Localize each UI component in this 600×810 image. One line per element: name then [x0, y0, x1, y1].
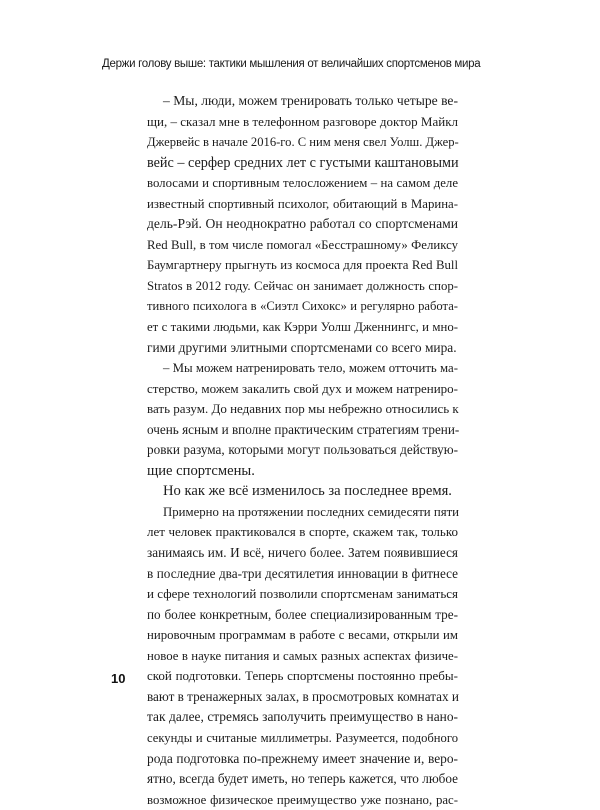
- text-line: Red Bull, в том числе помогал «Бесстрашному» Феликсу: [147, 237, 458, 252]
- text-line: – Мы можем натренировать тело, можем отточить ма-: [163, 361, 458, 376]
- text-line: известный спортивный психолог, обитающий в Марина-: [147, 196, 458, 211]
- text-line: так далее, стремясь заполучить преимущество в нано-: [147, 709, 458, 725]
- running-head: Держи голову выше: тактики мышления от величайших спортсменов мира: [102, 58, 481, 70]
- text-line: вейс – серфер средних лет с густыми каштановыми: [147, 154, 459, 171]
- text-line: новое в науке питания и самых разных аспектах физиче-: [147, 648, 458, 663]
- text-line: Stratos в 2012 году. Сейчас он занимает должность спор-: [147, 278, 458, 293]
- text-line: гими другими элитными спортсменами со всего мира.: [147, 339, 457, 355]
- body-text: [147, 91, 458, 810]
- text-line: – Мы, люди, можем тренировать только четыре ве-: [163, 93, 458, 108]
- text-line: рода подготовка по-прежнему имеет значение и, веро-: [147, 750, 458, 766]
- text-line: вать разум. До недавних пор мы небрежно относились к: [147, 401, 459, 417]
- text-line: ятно, всегда будет иметь, но теперь кажется, что любое: [147, 771, 458, 787]
- text-line: лет человек практиковался в спорте, скажем так, только: [147, 524, 458, 540]
- text-line: дель-Рэй. Он неоднократно работал со спортсменами: [147, 216, 458, 232]
- text-line: и сфере технологий позволили спортсменам заниматься: [147, 586, 458, 602]
- text-line: щие спортсмены.: [147, 462, 255, 479]
- text-line: очень ясным и вполне практическим стратегиям трени-: [147, 421, 460, 437]
- text-line: Примерно на протяжении последних семидесяти пяти: [163, 504, 460, 519]
- text-line: стерство, можем закалить свой дух и можем натрениро-: [147, 380, 458, 396]
- text-line: в последние два-три десятилетия инновации в фитнесе: [147, 565, 458, 581]
- text-line: волосами и спортивным телосложением – на самом деле: [147, 176, 458, 191]
- text-line: Но как же всё изменилось за последнее время.: [163, 483, 452, 500]
- text-line: щи, – сказал мне в телефонном разговоре доктор Майкл: [147, 113, 458, 129]
- text-line: ской подготовки. Теперь спортсмены постоянно пребы-: [147, 668, 458, 684]
- text-line: вают в тренажерных залах, в просмотровых комнатах и: [147, 688, 459, 704]
- text-line: нировочным программам в работе с весами, открыли им: [147, 628, 458, 643]
- page-number: 10: [111, 671, 126, 686]
- text-line: Джервейс в начале 2016-го. С ним меня свел Уолш. Джер-: [147, 135, 459, 150]
- text-line: возможное физическое преимущество уже познано, рас-: [147, 792, 458, 807]
- text-line: ровки разума, которыми могут пользоваться действую-: [147, 442, 458, 458]
- text-line: занимаясь им. И всё, ничего более. Затем появившиеся: [147, 545, 458, 561]
- text-line: тивного психолога в «Сиэтл Сихокс» и регулярно работа-: [147, 299, 458, 314]
- text-line: секунды и считаные миллиметры. Разумеется, подобного: [147, 730, 458, 745]
- text-line: ет с такими людьми, как Кэрри Уолш Дженнингс, и мно-: [147, 320, 458, 335]
- text-line: по более конкретным, более специализированным тре-: [147, 606, 458, 622]
- text-line: Баумгартнеру прыгнуть из космоса для проекта Red Bull: [147, 258, 458, 273]
